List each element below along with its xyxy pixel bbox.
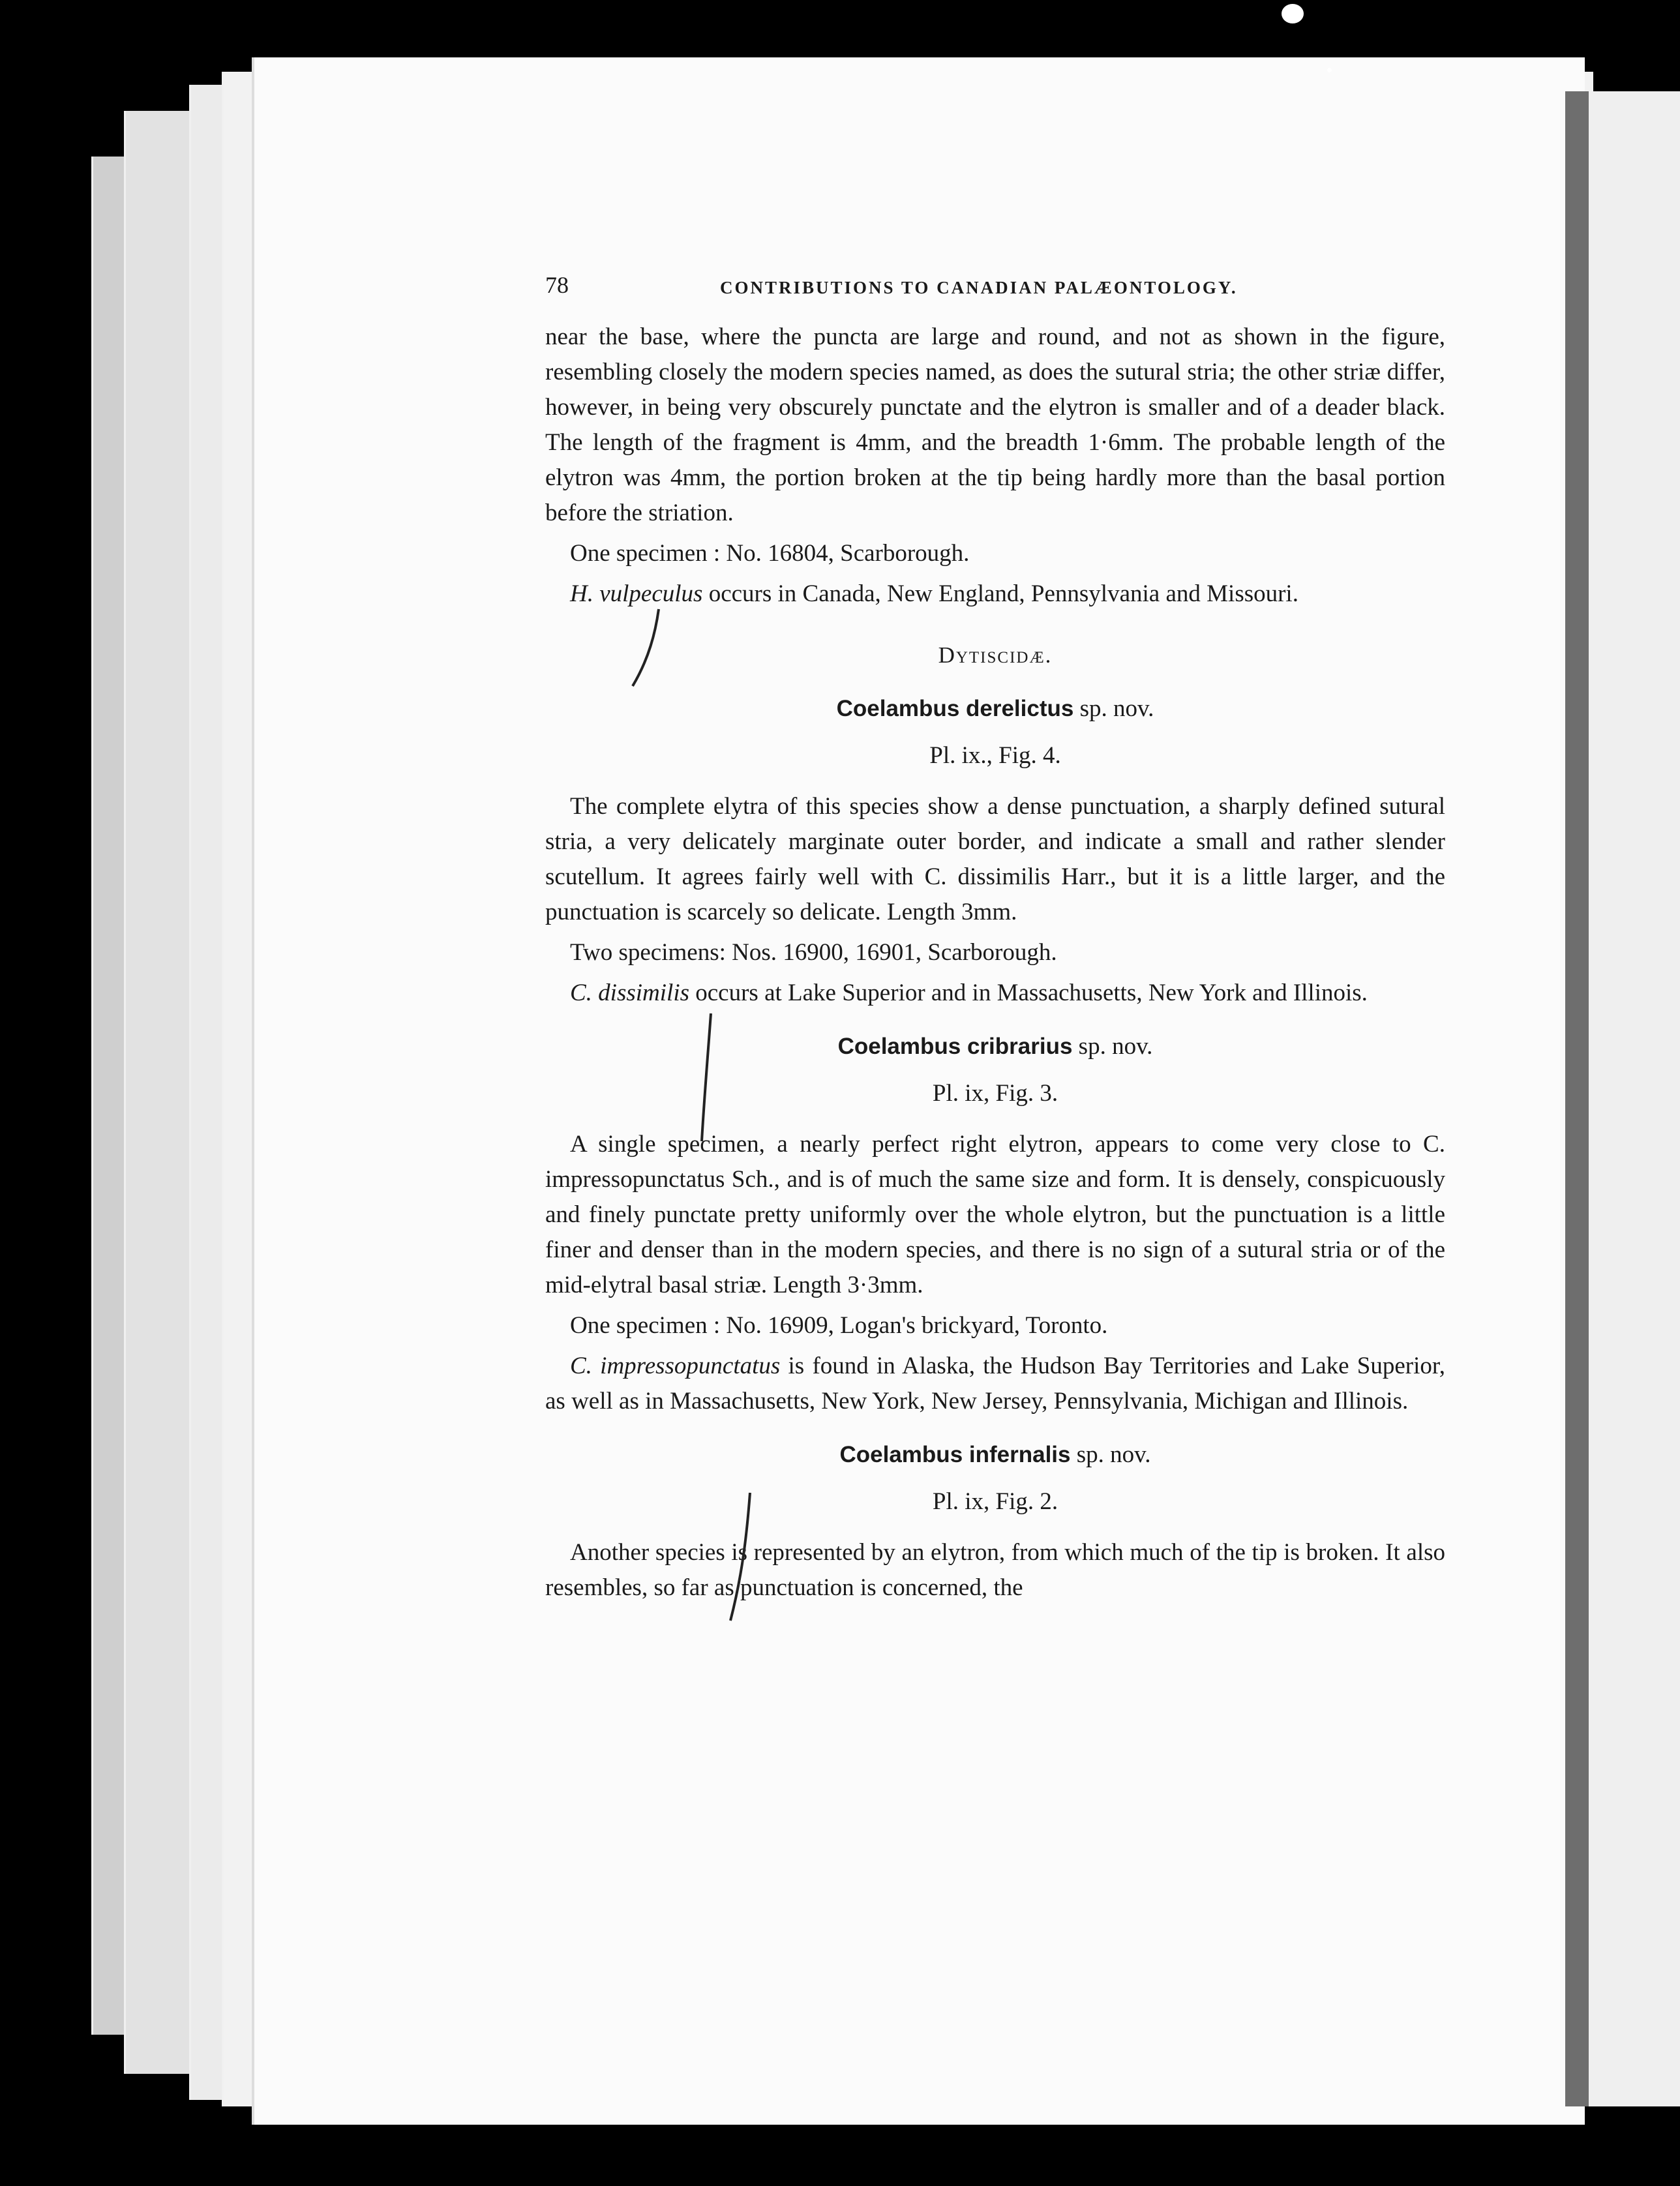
species-description: Another species is represented by an elytron, from which much of the tip is broken. It also resembles, so far as punctuation is concerned, the	[545, 1539, 1445, 1601]
pencil-check-mark	[717, 1490, 776, 1627]
distribution-paragraph: C. dissimilis occurs at Lake Superior and in Massachusetts, New York and Illinois.	[570, 980, 1368, 1006]
species-description: A single specimen, a nearly perfect right elytron, appears to come very close to C. impressopunctatus Sch., and is of much the same size and form. It is densely, conspicuously and finely punctate pretty uniformly over the whole elytron, but the punctuation is a little finer and denser than in the modern species, and there is no sign of a sutural stria or of the mid-elytral basal striæ. Length 3·3mm.	[545, 1131, 1445, 1298]
scan-dust-spot	[1327, 68, 1332, 72]
species-name: Coelambus derelictus	[836, 696, 1074, 721]
species-heading	[545, 1029, 1445, 1064]
running-header	[545, 261, 1445, 320]
taxon-name: C. impressopunctatus	[570, 1353, 781, 1379]
page-number: 78	[545, 272, 569, 298]
species-tag: sp. nov.	[1079, 695, 1154, 722]
running-title: CONTRIBUTIONS TO CANADIAN PALÆONTOLOGY.	[720, 278, 1238, 297]
plate-reference: Pl. ix., Fig. 4.	[929, 742, 1061, 769]
specimen-line: One specimen : No. 16909, Logan's brickyard, Toronto.	[570, 1312, 1108, 1339]
book-binding-edge	[1565, 91, 1589, 2106]
species-heading	[545, 691, 1445, 726]
page-text	[545, 261, 1445, 1606]
species-name: Coelambus cribrarius	[837, 1034, 1073, 1059]
pencil-check-mark	[685, 1011, 730, 1154]
species-description: The complete elytra of this species show a dense punctuation, a sharply defined sutural stria, a very delicately marginate outer border, and indicate a small and rather slender scutellum. It agrees fairly well with C. dissimilis Harr., but it is a little larger, and the punctuation is scarcely so delicate. Length 3mm.	[545, 793, 1445, 925]
continued-paragraph: near the base, where the puncta are large and round, and not as shown in the figure, resembling closely the modern species named, as does the sutural stria; the other striæ differ, however, in being very obscurely punctate and the elytron is smaller and of a deader black. The length of the fragment is 4mm, and the breadth 1·6mm. The probable length of the elytron was 4mm, the portion broken at the tip being hardly more than the basal portion before the striation.	[545, 323, 1445, 526]
plate-reference: Pl. ix, Fig. 2.	[932, 1488, 1058, 1515]
pencil-check-mark	[620, 606, 672, 691]
specimen-line: One specimen : No. 16804, Scarborough.	[570, 540, 970, 567]
facing-page-edge	[1589, 91, 1680, 2106]
taxon-name: C. dissimilis	[570, 980, 689, 1006]
species-name: Coelambus infernalis	[839, 1442, 1071, 1467]
species-heading	[545, 1437, 1445, 1473]
family-heading: Dytiscidæ.	[938, 642, 1053, 668]
scan-dust-spot	[1282, 4, 1304, 23]
specimen-line: Two specimens: Nos. 16900, 16901, Scarborough.	[570, 939, 1057, 966]
taxon-name: H. vulpeculus	[570, 580, 703, 607]
distribution-paragraph: C. impressopunctatus is found in Alaska, the Hudson Bay Territories and Lake Superior, as well as in Massachusetts, New York, New Jersey, Pennsylvania, Michigan and Illinois.	[545, 1353, 1445, 1415]
distribution-paragraph: H. vulpeculus occurs in Canada, New England, Pennsylvania and Missouri.	[570, 580, 1298, 607]
species-tag: sp. nov.	[1076, 1441, 1151, 1468]
plate-reference: Pl. ix, Fig. 3.	[932, 1080, 1058, 1107]
species-tag: sp. nov.	[1078, 1033, 1153, 1060]
